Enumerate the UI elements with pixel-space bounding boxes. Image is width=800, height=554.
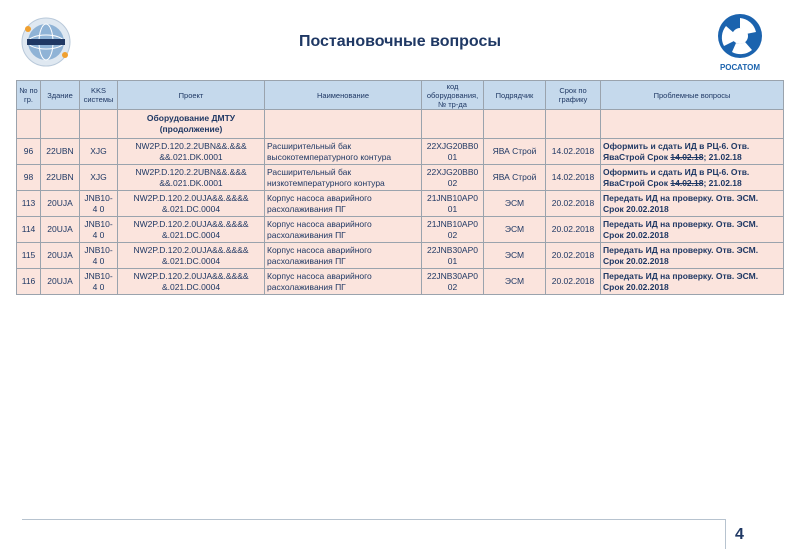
issue-cell: Передать ИД на проверку. Отв. ЭСМ. Срок 20.02.2018: [601, 217, 784, 243]
contractor-cell: ЭСМ: [484, 243, 546, 269]
table-row: [17, 139, 784, 165]
contractor-cell: ЭСМ: [484, 217, 546, 243]
date-cell: 14.02.2018: [546, 165, 601, 191]
date-cell: 20.02.2018: [546, 191, 601, 217]
rosatom-logo-text: РОСАТОМ: [720, 63, 760, 72]
column-header: Подрядчик: [484, 81, 546, 110]
name-cell: Корпус насоса аварийного расхолаживания ПГ: [265, 269, 422, 295]
building-cell: 20UJA: [41, 243, 80, 269]
project-cell: NW2P.D.120.2.2UBN&&.&&& &&.021.DK.0001: [118, 139, 265, 165]
building-cell: 20UJA: [41, 217, 80, 243]
issue-cell: Передать ИД на проверку. Отв. ЭСМ. Срок 20.02.2018: [601, 191, 784, 217]
project-cell: NW2P.D.120.2.0UJA&&.&&&& &.021.DC.0004: [118, 217, 265, 243]
project-cell: NW2P.D.120.2.2UBN&&.&&& &&.021.DK.0001: [118, 165, 265, 191]
new-deadline: ; 21.02.18: [703, 177, 742, 188]
table-header-row: [17, 81, 784, 110]
kks-cell: XJG: [80, 139, 118, 165]
row-number: 113: [17, 191, 41, 217]
issue-text: Оформить и сдать ИД в РЦ-6. Отв. ЯваСтрой Срок: [603, 166, 750, 188]
kks-cell: XJG: [80, 165, 118, 191]
table-row: [17, 269, 784, 295]
code-cell: 22XJG20BB0 02: [422, 165, 484, 191]
contractor-cell: ЯВА Строй: [484, 139, 546, 165]
code-cell: 22JNB30AP0 02: [422, 269, 484, 295]
code-cell: 22XJG20BB0 01: [422, 139, 484, 165]
code-cell: 21JNB10AP0 01: [422, 191, 484, 217]
footer-separator: [725, 519, 726, 549]
date-cell: 20.02.2018: [546, 243, 601, 269]
date-cell: 20.02.2018: [546, 269, 601, 295]
project-cell: NW2P.D.120.2.0UJA&&.&&&& &.021.DC.0004: [118, 243, 265, 269]
section-label: Оборудование ДМТУ (продолжение): [118, 110, 265, 139]
name-cell: Расширительный бак высокотемпературного контура: [265, 139, 422, 165]
new-deadline: ; 21.02.18: [703, 151, 742, 162]
row-number: 98: [17, 165, 41, 191]
name-cell: Корпус насоса аварийного расхолаживания ПГ: [265, 191, 422, 217]
issue-text: Оформить и сдать ИД в РЦ-6. Отв. ЯваСтрой Срок: [603, 140, 750, 162]
issue-cell: [601, 165, 784, 191]
issues-table: [16, 80, 784, 295]
code-cell: 22JNB30AP0 01: [422, 243, 484, 269]
row-number: 116: [17, 269, 41, 295]
old-deadline: 14.02.18: [670, 151, 704, 162]
building-cell: 20UJA: [41, 191, 80, 217]
kks-cell: JNB10-4 0: [80, 269, 118, 295]
project-cell: NW2P.D.120.2.0UJA&&.&&&& &.021.DC.0004: [118, 269, 265, 295]
rosatom-logo-icon: [712, 12, 768, 74]
building-cell: 22UBN: [41, 165, 80, 191]
page-number: 4: [735, 526, 744, 543]
issue-cell: [601, 139, 784, 165]
date-cell: 20.02.2018: [546, 217, 601, 243]
project-cell: NW2P.D.120.2.0UJA&&.&&&& &.021.DC.0004: [118, 191, 265, 217]
footer-divider: [22, 519, 725, 520]
page-title: Постановочные вопросы: [298, 33, 502, 50]
table-row: [17, 191, 784, 217]
column-header: № по гр.: [17, 81, 41, 110]
contractor-cell: ЯВА Строй: [484, 165, 546, 191]
code-cell: 21JNB10AP0 02: [422, 217, 484, 243]
date-cell: 14.02.2018: [546, 139, 601, 165]
old-deadline: 14.02.18: [670, 177, 704, 188]
column-header: Здание: [41, 81, 80, 110]
section-row: [17, 110, 784, 139]
kks-cell: JNB10-4 0: [80, 243, 118, 269]
column-header: Наименование: [265, 81, 422, 110]
name-cell: Корпус насоса аварийного расхолаживания ПГ: [265, 217, 422, 243]
column-header: Проблемные вопросы: [601, 81, 784, 110]
column-header: Срок по графику: [546, 81, 601, 110]
table-row: [17, 165, 784, 191]
name-cell: Расширительный бак низкотемпературного контура: [265, 165, 422, 191]
column-header: код оборудования, № тр-да: [422, 81, 484, 110]
contractor-cell: ЭСМ: [484, 269, 546, 295]
building-cell: 22UBN: [41, 139, 80, 165]
column-header: KKS системы: [80, 81, 118, 110]
table-row: [17, 217, 784, 243]
building-cell: 20UJA: [41, 269, 80, 295]
table-body: [17, 110, 784, 295]
row-number: 114: [17, 217, 41, 243]
issue-cell: Передать ИД на проверку. Отв. ЭСМ. Срок 20.02.2018: [601, 269, 784, 295]
name-cell: Корпус насоса аварийного расхолаживания ПГ: [265, 243, 422, 269]
contractor-cell: ЭСМ: [484, 191, 546, 217]
table-row: [17, 243, 784, 269]
row-number: 115: [17, 243, 41, 269]
issue-cell: Передать ИД на проверку. Отв. ЭСМ. Срок 20.02.2018: [601, 243, 784, 269]
column-header: Проект: [118, 81, 265, 110]
kks-cell: JNB10-4 0: [80, 191, 118, 217]
row-number: 96: [17, 139, 41, 165]
kks-cell: JNB10-4 0: [80, 217, 118, 243]
